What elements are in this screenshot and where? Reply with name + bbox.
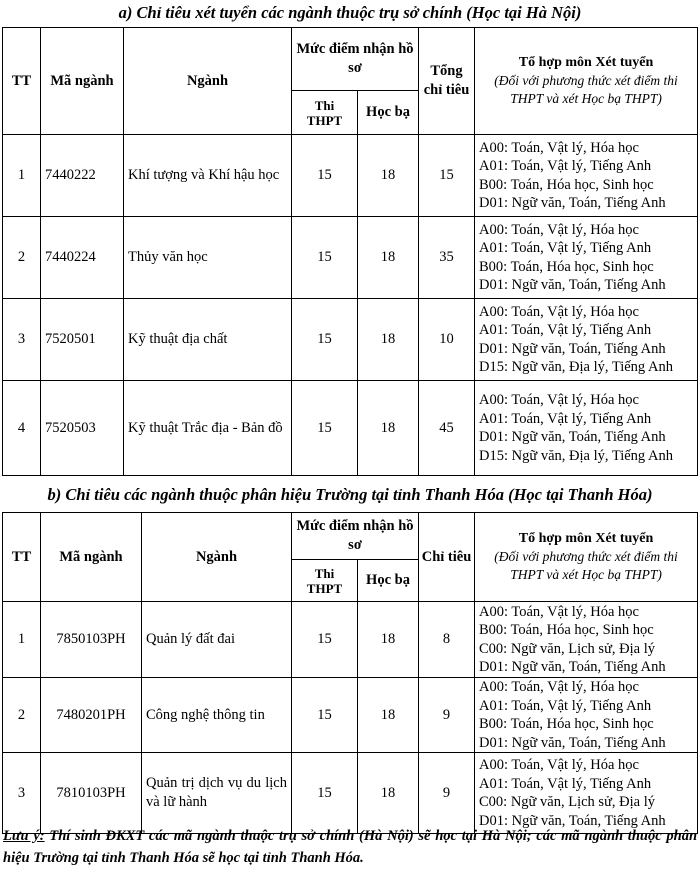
header-nganh: Ngành xyxy=(142,513,292,602)
subject-combo: A01: Toán, Vật lý, Tiếng Anh xyxy=(479,775,652,792)
row-quota: 8 xyxy=(419,602,475,678)
subject-combo: D01: Ngữ văn, Toán, Tiếng Anh xyxy=(479,340,666,357)
header-to-hop xyxy=(475,28,698,135)
subject-combo: A00: Toán, Vật lý, Hóa học xyxy=(479,757,639,773)
subject-combo: B00: Toán, Hóa học, Sinh học xyxy=(479,176,654,193)
footer-note xyxy=(3,825,697,869)
header-to-hop-label: Tổ hợp môn Xét tuyển xyxy=(518,55,654,70)
row-score-hocba: 18 xyxy=(358,381,419,476)
subject-combo: A00: Toán, Vật lý, Hóa học xyxy=(479,221,639,238)
table-row xyxy=(3,753,698,834)
row-subject-combos xyxy=(475,602,698,678)
row-score-hocba: 18 xyxy=(358,217,419,299)
row-quota: 15 xyxy=(419,135,475,217)
subject-combo: D01: Ngữ văn, Toán, Tiếng Anh xyxy=(479,195,666,211)
row-score-thpt: 15 xyxy=(292,678,358,753)
subject-combo: A00: Toán, Vật lý, Hóa học xyxy=(479,603,639,620)
header-to-hop-label: Tổ hợp môn Xét tuyển xyxy=(518,531,654,546)
table-row xyxy=(3,678,698,753)
header-thi-thpt: Thi THPT xyxy=(292,560,358,602)
row-major-name: Kỹ thuật Trắc địa - Bản đồ xyxy=(124,381,292,476)
subject-combo: A01: Toán, Vật lý, Tiếng Anh xyxy=(479,410,652,427)
row-subject-combos xyxy=(475,678,698,753)
footer-label: Lưu ý: xyxy=(3,828,45,844)
header-to-hop-note: (Đối với phương thức xét điểm thi THPT và xét Học bạ THPT) xyxy=(494,73,678,106)
row-major-name: Kỹ thuật địa chất xyxy=(124,299,292,381)
subject-combo: C00: Ngữ văn, Lịch sử, Địa lý xyxy=(479,794,656,810)
row-quota: 10 xyxy=(419,299,475,381)
row-major-name: Công nghệ thông tin xyxy=(142,678,292,753)
row-number: 1 xyxy=(3,135,41,217)
table-thanh-hoa-branch xyxy=(2,512,698,834)
header-to-hop xyxy=(475,513,698,602)
row-major-code: 7520501 xyxy=(41,299,124,381)
table-row xyxy=(3,299,698,381)
row-score-thpt: 15 xyxy=(292,299,358,381)
row-number: 3 xyxy=(3,753,41,834)
subject-combo: A00: Toán, Vật lý, Hóa học xyxy=(479,139,639,156)
row-quota: 9 xyxy=(419,678,475,753)
header-thi-thpt: Thi THPT xyxy=(292,91,358,135)
footer-text: Thí sinh ĐKXT các mã ngành thuộc trụ sở chính (Hà Nội) sẽ học tại Hà Nội; các mã ngành thuộc phân hiệu Trường tại tỉnh Thanh Hóa sẽ học tại tỉnh Thanh Hóa. xyxy=(3,828,698,866)
header-hoc-ba: Học bạ xyxy=(358,91,419,135)
subject-combo: A00: Toán, Vật lý, Hóa học xyxy=(479,303,639,320)
row-major-code: 7440224 xyxy=(41,217,124,299)
subject-combo: B00: Toán, Hóa học, Sinh học xyxy=(479,622,654,638)
header-muc-diem: Mức điểm nhận hồ sơ xyxy=(292,513,419,560)
row-number: 4 xyxy=(3,381,41,476)
header-muc-diem: Mức điểm nhận hồ sơ xyxy=(292,28,419,91)
subject-combo: A01: Toán, Vật lý, Tiếng Anh xyxy=(479,697,652,714)
row-major-code: 7850103PH xyxy=(41,602,142,678)
row-quota: 9 xyxy=(419,753,475,834)
row-score-thpt: 15 xyxy=(292,381,358,476)
subject-combo: B00: Toán, Hóa học, Sinh học xyxy=(479,716,654,732)
header-tt: TT xyxy=(3,513,41,602)
section-b-title: b) Chỉ tiêu các ngành thuộc phân hiệu Trường tại tỉnh Thanh Hóa (Học tại Thanh Hóa) xyxy=(47,485,653,504)
row-major-code: 7440222 xyxy=(41,135,124,217)
header-ma-nganh: Mã ngành xyxy=(41,513,142,602)
row-number: 2 xyxy=(3,678,41,753)
row-number: 1 xyxy=(3,602,41,678)
row-subject-combos xyxy=(475,135,698,217)
table-row xyxy=(3,135,698,217)
row-score-thpt: 15 xyxy=(292,753,358,834)
header-tt: TT xyxy=(3,28,41,135)
subject-combo: A00: Toán, Vật lý, Hóa học xyxy=(479,392,639,408)
row-major-name: Quản lý đất đai xyxy=(142,602,292,678)
row-score-hocba: 18 xyxy=(358,753,419,834)
row-score-thpt: 15 xyxy=(292,602,358,678)
subject-combo: B00: Toán, Hóa học, Sinh học xyxy=(479,258,654,275)
row-major-name: Quản trị dịch vụ du lịch và lữ hành xyxy=(142,753,292,834)
row-score-hocba: 18 xyxy=(358,678,419,753)
row-score-thpt: 15 xyxy=(292,217,358,299)
row-major-code: 7520503 xyxy=(41,381,124,476)
row-number: 3 xyxy=(3,299,41,381)
row-subject-combos xyxy=(475,217,698,299)
subject-combo: D01: Ngữ văn, Toán, Tiếng Anh xyxy=(479,277,666,293)
row-score-hocba: 18 xyxy=(358,299,419,381)
table-row xyxy=(3,217,698,299)
subject-combo: D01: Ngữ văn, Toán, Tiếng Anh xyxy=(479,429,666,445)
subject-combo: A01: Toán, Vật lý, Tiếng Anh xyxy=(479,158,652,174)
row-score-thpt: 15 xyxy=(292,135,358,217)
header-to-hop-note: (Đối với phương thức xét điểm thi THPT và xét Học bạ THPT) xyxy=(494,549,678,582)
row-major-code: 7480201PH xyxy=(41,678,142,753)
header-chi-tieu: Tổng chỉ tiêu xyxy=(419,28,475,135)
subject-combo: D01: Ngữ văn, Toán, Tiếng Anh xyxy=(479,734,666,751)
row-score-hocba: 18 xyxy=(358,602,419,678)
row-quota: 45 xyxy=(419,381,475,476)
row-number: 2 xyxy=(3,217,41,299)
subject-combo: C00: Ngữ văn, Lịch sử, Địa lý xyxy=(479,640,656,657)
row-subject-combos xyxy=(475,299,698,381)
table-row xyxy=(3,381,698,476)
header-chi-tieu: Chỉ tiêu xyxy=(419,513,475,602)
table-main-campus xyxy=(2,27,698,476)
subject-combo: D15: Ngữ văn, Địa lý, Tiếng Anh xyxy=(479,447,673,464)
row-score-hocba: 18 xyxy=(358,135,419,217)
subject-combo: A00: Toán, Vật lý, Hóa học xyxy=(479,679,639,695)
header-hoc-ba: Học bạ xyxy=(358,560,419,602)
header-ma-nganh: Mã ngành xyxy=(41,28,124,135)
row-major-name: Khí tượng và Khí hậu học xyxy=(124,135,292,217)
subject-combo: D15: Ngữ văn, Địa lý, Tiếng Anh xyxy=(479,359,673,375)
section-a-title: a) Chỉ tiêu xét tuyển các ngành thuộc trụ sở chính (Học tại Hà Nội) xyxy=(118,3,582,22)
subject-combo: D01: Ngữ văn, Toán, Tiếng Anh xyxy=(479,812,666,829)
row-subject-combos xyxy=(475,381,698,476)
subject-combo: A01: Toán, Vật lý, Tiếng Anh xyxy=(479,322,652,338)
subject-combo: D01: Ngữ văn, Toán, Tiếng Anh xyxy=(479,659,666,675)
row-quota: 35 xyxy=(419,217,475,299)
table-row xyxy=(3,602,698,678)
subject-combo: A01: Toán, Vật lý, Tiếng Anh xyxy=(479,240,652,256)
row-major-name: Thủy văn học xyxy=(124,217,292,299)
header-nganh: Ngành xyxy=(124,28,292,135)
row-subject-combos xyxy=(475,753,698,834)
row-major-code: 7810103PH xyxy=(41,753,142,834)
